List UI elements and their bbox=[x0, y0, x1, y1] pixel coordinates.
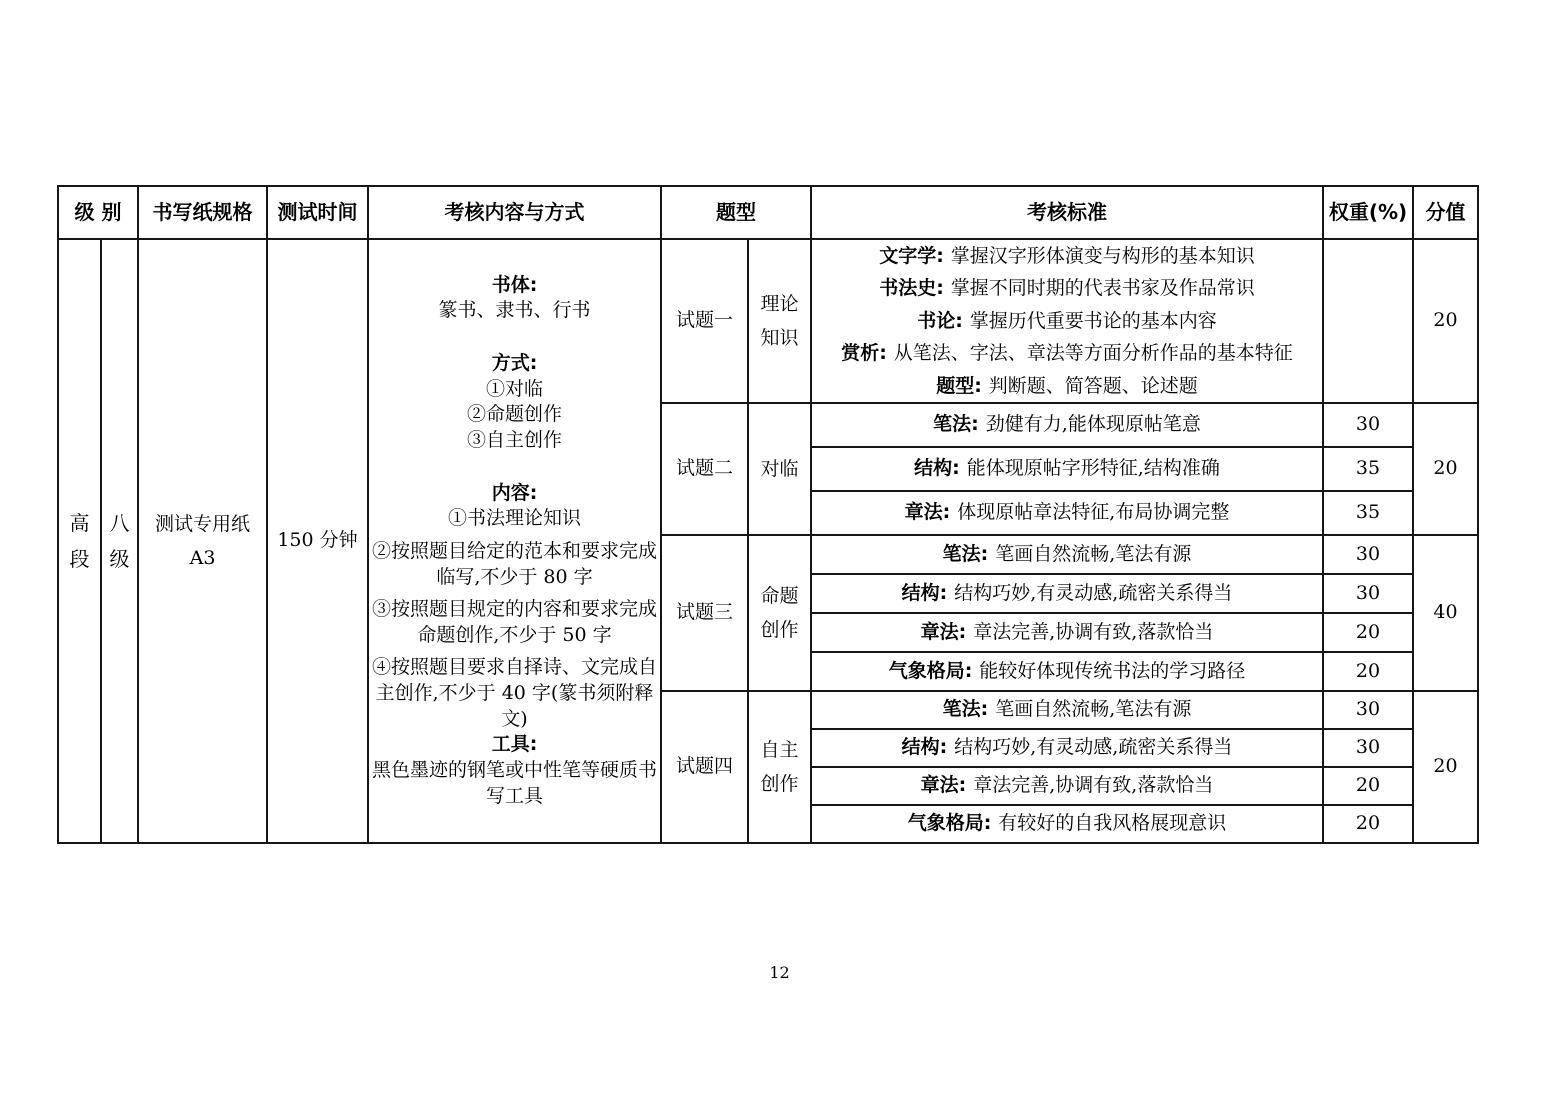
content-line: ③按照题目规定的内容和要求完成命题创作,不少于 50 字 bbox=[371, 598, 657, 646]
table-row bbox=[58, 239, 1478, 403]
cell-standard bbox=[811, 491, 1323, 535]
standard-text: 掌握汉字形体演变与构形的基本知识 bbox=[950, 245, 1255, 267]
cell-question-4: 试题四 bbox=[661, 691, 748, 843]
cell-standard bbox=[811, 652, 1323, 691]
standard-text: 章法完善,协调有致,落款恰当 bbox=[973, 620, 1214, 643]
cell-level-grade bbox=[101, 239, 138, 843]
standard-line bbox=[812, 337, 1322, 369]
standard-text: 劲健有力,能体现原帖笔意 bbox=[985, 413, 1201, 436]
header-question-type: 题型 bbox=[661, 186, 811, 239]
standard-text: 笔画自然流畅,笔法有源 bbox=[995, 542, 1192, 565]
assessment-table bbox=[57, 185, 1479, 844]
section-items-method bbox=[369, 377, 660, 454]
cell-score-2: 20 bbox=[1413, 403, 1478, 535]
section-title-method: 方式: bbox=[491, 352, 538, 375]
cell-weight: 20 bbox=[1323, 652, 1413, 691]
paper-spec-name: 测试专用纸 bbox=[154, 513, 250, 536]
cell-weight: 30 bbox=[1323, 535, 1413, 574]
header-paper-spec: 书写纸规格 bbox=[138, 186, 267, 239]
content-line: ③自主创作 bbox=[466, 428, 562, 451]
cell-standard bbox=[811, 805, 1323, 843]
standard-text: 从笔法、字法、章法等方面分析作品的基本特征 bbox=[893, 342, 1293, 365]
cell-standard bbox=[811, 403, 1323, 447]
standard-line bbox=[812, 305, 1322, 337]
standard-label: 赏析: bbox=[841, 342, 887, 365]
standard-text: 判断题、简答题、论述题 bbox=[988, 374, 1198, 397]
standard-text: 章法完善,协调有致,落款恰当 bbox=[973, 774, 1214, 797]
cell-duration: 150 分钟 bbox=[267, 239, 368, 843]
cell-category-3 bbox=[748, 535, 811, 691]
standard-label: 气象格局: bbox=[907, 812, 992, 835]
cell-score-3: 40 bbox=[1413, 535, 1478, 691]
content-line: ②命题创作 bbox=[466, 403, 562, 426]
standard-label: 气象格局: bbox=[888, 659, 973, 682]
header-test-time: 测试时间 bbox=[267, 186, 368, 239]
cell-standard-1 bbox=[811, 239, 1323, 403]
cell-weight: 30 bbox=[1323, 691, 1413, 729]
standard-label: 题型: bbox=[936, 374, 982, 397]
standard-label: 结构: bbox=[914, 457, 960, 480]
category-text: 对临 bbox=[760, 458, 799, 481]
standard-label: 文字学: bbox=[879, 245, 944, 267]
cell-question-2: 试题二 bbox=[661, 403, 748, 535]
cell-level-stage bbox=[58, 239, 101, 843]
cell-category-2 bbox=[748, 403, 811, 535]
standard-text: 能体现原帖字形特征,结构准确 bbox=[966, 457, 1220, 480]
cell-category-4 bbox=[748, 691, 811, 843]
standard-label: 书论: bbox=[917, 309, 963, 332]
level-grade-text: 八级 bbox=[109, 511, 130, 572]
standard-label: 结构: bbox=[901, 581, 948, 604]
cell-score-1: 20 bbox=[1413, 239, 1478, 403]
standard-label: 结构: bbox=[901, 736, 948, 759]
header-level: 级 别 bbox=[58, 186, 138, 239]
standard-text: 结构巧妙,有灵动感,疏密关系得当 bbox=[954, 581, 1233, 604]
content-line: ②按照题目给定的范本和要求完成临写,不少于 80 字 bbox=[371, 539, 657, 588]
cell-standard bbox=[811, 447, 1323, 491]
category-text: 命题创作 bbox=[760, 585, 799, 642]
cell-standard bbox=[811, 729, 1323, 767]
cell-score-4: 20 bbox=[1413, 691, 1478, 843]
section-title-style: 书体: bbox=[491, 273, 538, 296]
paper-spec-size: A3 bbox=[189, 547, 216, 570]
standard-text: 体现原帖章法特征,布局协调完整 bbox=[957, 501, 1230, 524]
page-number: 12 bbox=[769, 963, 790, 982]
header-content-method: 考核内容与方式 bbox=[368, 186, 661, 239]
cell-question-3: 试题三 bbox=[661, 535, 748, 691]
cell-question-1: 试题一 bbox=[661, 239, 748, 403]
standard-label: 笔法: bbox=[933, 413, 979, 436]
cell-weight: 35 bbox=[1323, 491, 1413, 535]
standard-label: 笔法: bbox=[942, 542, 989, 565]
standard-text: 结构巧妙,有灵动感,疏密关系得当 bbox=[954, 736, 1233, 759]
cell-weight: 35 bbox=[1323, 447, 1413, 491]
content-line: 篆书、隶书、行书 bbox=[438, 299, 591, 322]
cell-content-method bbox=[368, 239, 661, 843]
section-title-tools: 工具: bbox=[491, 733, 538, 756]
table-header-row bbox=[58, 186, 1478, 239]
level-stage-text: 高段 bbox=[69, 511, 90, 572]
cell-standard bbox=[811, 691, 1323, 729]
cell-weight: 30 bbox=[1323, 403, 1413, 447]
cell-weight-1 bbox=[1323, 239, 1413, 403]
cell-category-1 bbox=[748, 239, 811, 403]
standard-line bbox=[812, 370, 1322, 402]
cell-weight: 20 bbox=[1323, 767, 1413, 805]
standard-label: 章法: bbox=[904, 501, 951, 524]
cell-standard bbox=[811, 767, 1323, 805]
cell-standard bbox=[811, 613, 1323, 652]
category-text: 自主创作 bbox=[760, 739, 799, 796]
standard-text: 能较好体现传统书法的学习路径 bbox=[979, 659, 1246, 682]
cell-standard bbox=[811, 574, 1323, 613]
section-items-content bbox=[369, 506, 660, 732]
cell-weight: 20 bbox=[1323, 613, 1413, 652]
cell-weight: 20 bbox=[1323, 805, 1413, 843]
standard-label: 书法史: bbox=[879, 277, 944, 300]
standard-text: 掌握不同时期的代表书家及作品常识 bbox=[950, 277, 1255, 300]
standard-text: 有较好的自我风格展现意识 bbox=[998, 812, 1227, 835]
standard-line bbox=[812, 272, 1322, 304]
header-score: 分值 bbox=[1413, 186, 1478, 239]
standard-text: 掌握历代重要书论的基本内容 bbox=[969, 309, 1217, 332]
standard-text: 笔画自然流畅,笔法有源 bbox=[995, 698, 1192, 721]
content-line: 黑色墨迹的钢笔或中性笔等硬质书写工具 bbox=[371, 759, 657, 807]
cell-standard bbox=[811, 535, 1323, 574]
standard-label: 章法: bbox=[920, 774, 967, 797]
cell-weight: 30 bbox=[1323, 729, 1413, 767]
content-line: ④按照题目要求自择诗、文完成自主创作,不少于 40 字(篆书须附释文) bbox=[371, 656, 657, 730]
content-line: ①对临 bbox=[485, 377, 543, 400]
header-standard: 考核标准 bbox=[811, 186, 1323, 239]
section-items-tools bbox=[369, 758, 660, 809]
cell-weight: 30 bbox=[1323, 574, 1413, 613]
standard-line bbox=[812, 240, 1322, 272]
section-title-content: 内容: bbox=[491, 481, 538, 504]
cell-paper-spec bbox=[138, 239, 267, 843]
category-text: 理论知识 bbox=[760, 293, 799, 350]
header-weight: 权重(%) bbox=[1323, 186, 1413, 239]
standard-label: 笔法: bbox=[942, 698, 989, 721]
section-items-style bbox=[369, 298, 660, 324]
standard-label: 章法: bbox=[920, 620, 967, 643]
content-line: ①书法理论知识 bbox=[447, 507, 581, 530]
